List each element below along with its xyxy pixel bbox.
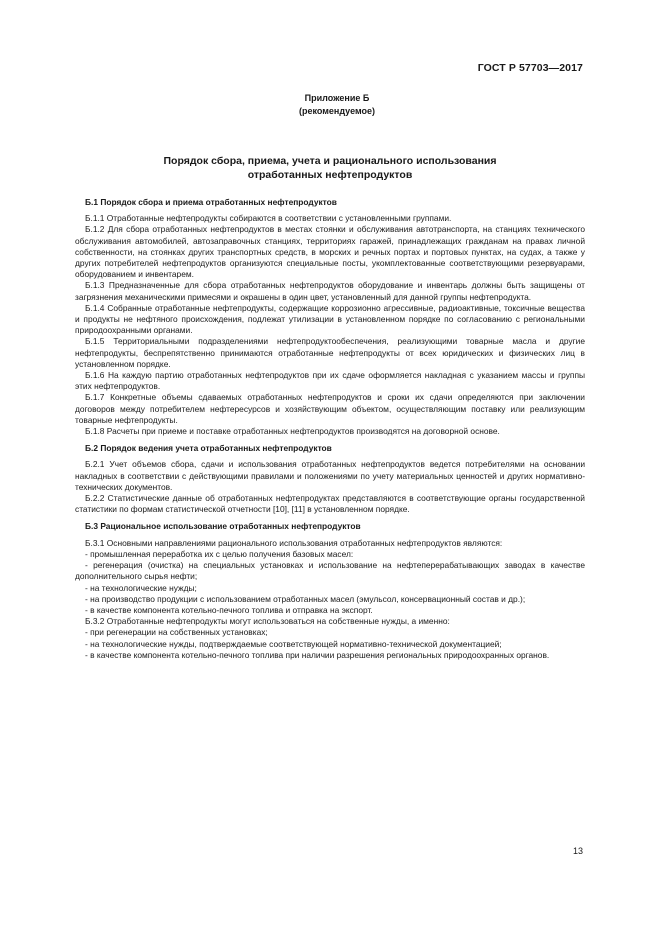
paragraph: Б.2.2 Статистические данные об отработанных нефтепродуктах представляются в соответствующие органы государственной статистики по формам статистической отчетности [10], [11] в установленном порядке. — [75, 493, 585, 515]
standard-number: ГОСТ Р 57703—2017 — [477, 62, 583, 74]
appendix-note: (рекомендуемое) — [299, 106, 375, 116]
paragraph: Б.3.1 Основными направлениями рационального использования отработанных нефтепродуктов являются: — [85, 537, 503, 548]
paragraph: Б.1.5 Территориальными подразделениями нефтепродуктообеспечения, реализующими товарные масла и другие нефтепродукты, беспрепятственно принимаются отработанные нефтепродукты от всех юридических и физических лиц в установленном порядке. — [75, 336, 585, 369]
list-item: - в качестве компонента котельно-печного топлива при наличии разрешения региональных природоохранных органов. — [85, 649, 550, 660]
paragraph: Б.1.6 На каждую партию отработанных нефтепродуктов при их сдаче оформляется накладная с указанием массы и группы этих нефтепродуктов. — [75, 370, 585, 392]
section-b3 — [75, 521, 585, 660]
list-item: - на производство продукции с использованием отработанных масел (эмульсол, консервационный состав и др.); — [85, 593, 526, 604]
list-item: - на технологические нужды; — [85, 582, 197, 593]
appendix-title: Приложение Б — [304, 93, 370, 103]
paragraph: Б.2.1 Учет объемов сбора, сдачи и использования отработанных нефтепродуктов ведется потребителями на основании накладных в соответствии с действующими правилами и положениями по учету материальных ценностей и других нормативно-технических документов. — [75, 459, 585, 492]
list-item: - в качестве компонента котельно-печного топлива и отправка на экспорт. — [85, 604, 373, 615]
section-b1 — [75, 197, 585, 437]
page-number: 13 — [572, 846, 583, 856]
list-item: - промышленная переработка их с целью получения базовых масел: — [85, 548, 354, 559]
section-heading: Б.3 Рациональное использование отработанных нефтепродуктов — [85, 521, 361, 532]
section-heading: Б.1 Порядок сбора и приема отработанных нефтепродуктов — [85, 197, 337, 207]
document-body — [75, 197, 585, 661]
paragraph: Б.3.2 Отработанные нефтепродукты могут использоваться на собственные нужды, а именно: — [85, 616, 450, 627]
paragraph: Б.1.3 Предназначенные для сбора отработанных нефтепродуктов оборудование и инвентарь должны быть защищены от загрязнения механическими примесями и окрашены в один цвет, установленный для данной группы нефтепродукта. — [75, 280, 585, 302]
list-item: - при регенерации на собственных установках; — [85, 627, 268, 638]
list-item: - регенерация (очистка) на специальных установках и использование на нефтеперерабатывающих заводах в качестве дополнительного сырья нефти; — [75, 560, 585, 582]
section-b2 — [75, 443, 585, 515]
paragraph: Б.1.4 Собранные отработанные нефтепродукты, содержащие коррозионно агрессивные, радиоактивные, токсичные вещества и продукты не нефтяного происхождения, подлежат утилизации в установленном порядке по согласованию с региональными природоохранными органами. — [75, 302, 585, 336]
section-heading: Б.2 Порядок ведения учета отработанных нефтепродуктов — [85, 443, 332, 454]
document-title-line1: Порядок сбора, приема, учета и рационального использования — [163, 155, 497, 167]
paragraph: Б.1.8 Расчеты при приеме и поставке отработанных нефтепродуктов производятся на договорной основе. — [85, 426, 500, 437]
paragraph: Б.1.2 Для сбора отработанных нефтепродуктов в местах стоянки и обслуживания автотранспорта, на станциях технического обслуживания автомобилей, автозаправочных станциях, территориях гаражей, принадлежащих гражданам на правах личной собственности, на стоянках других транспортных средств, в морских и речных портах и портовых пунктах, на судах, а также у других потребителей нефтепродуктов организуются специальные посты, укомплектованные соответствующими резервуарами, оборудованием и инвентарем. — [75, 224, 585, 280]
list-item: - на технологические нужды, подтверждаемые соответствующей нормативно-технической документацией; — [85, 638, 502, 649]
appendix-header — [0, 92, 661, 118]
document-title — [75, 154, 585, 182]
paragraph: Б.1.1 Отработанные нефтепродукты собираются в соответствии с установленными группами. — [85, 213, 452, 224]
paragraph: Б.1.7 Конкретные объемы сдаваемых отработанных нефтепродуктов и сроки их сдачи определяются при заключении договоров между потребителем нефтересурсов и хозяйствующим объектом, осуществляющим поставку или реализующим товарные нефтепродукты. — [75, 392, 585, 425]
document-title-line2: отработанных нефтепродуктов — [247, 169, 413, 181]
